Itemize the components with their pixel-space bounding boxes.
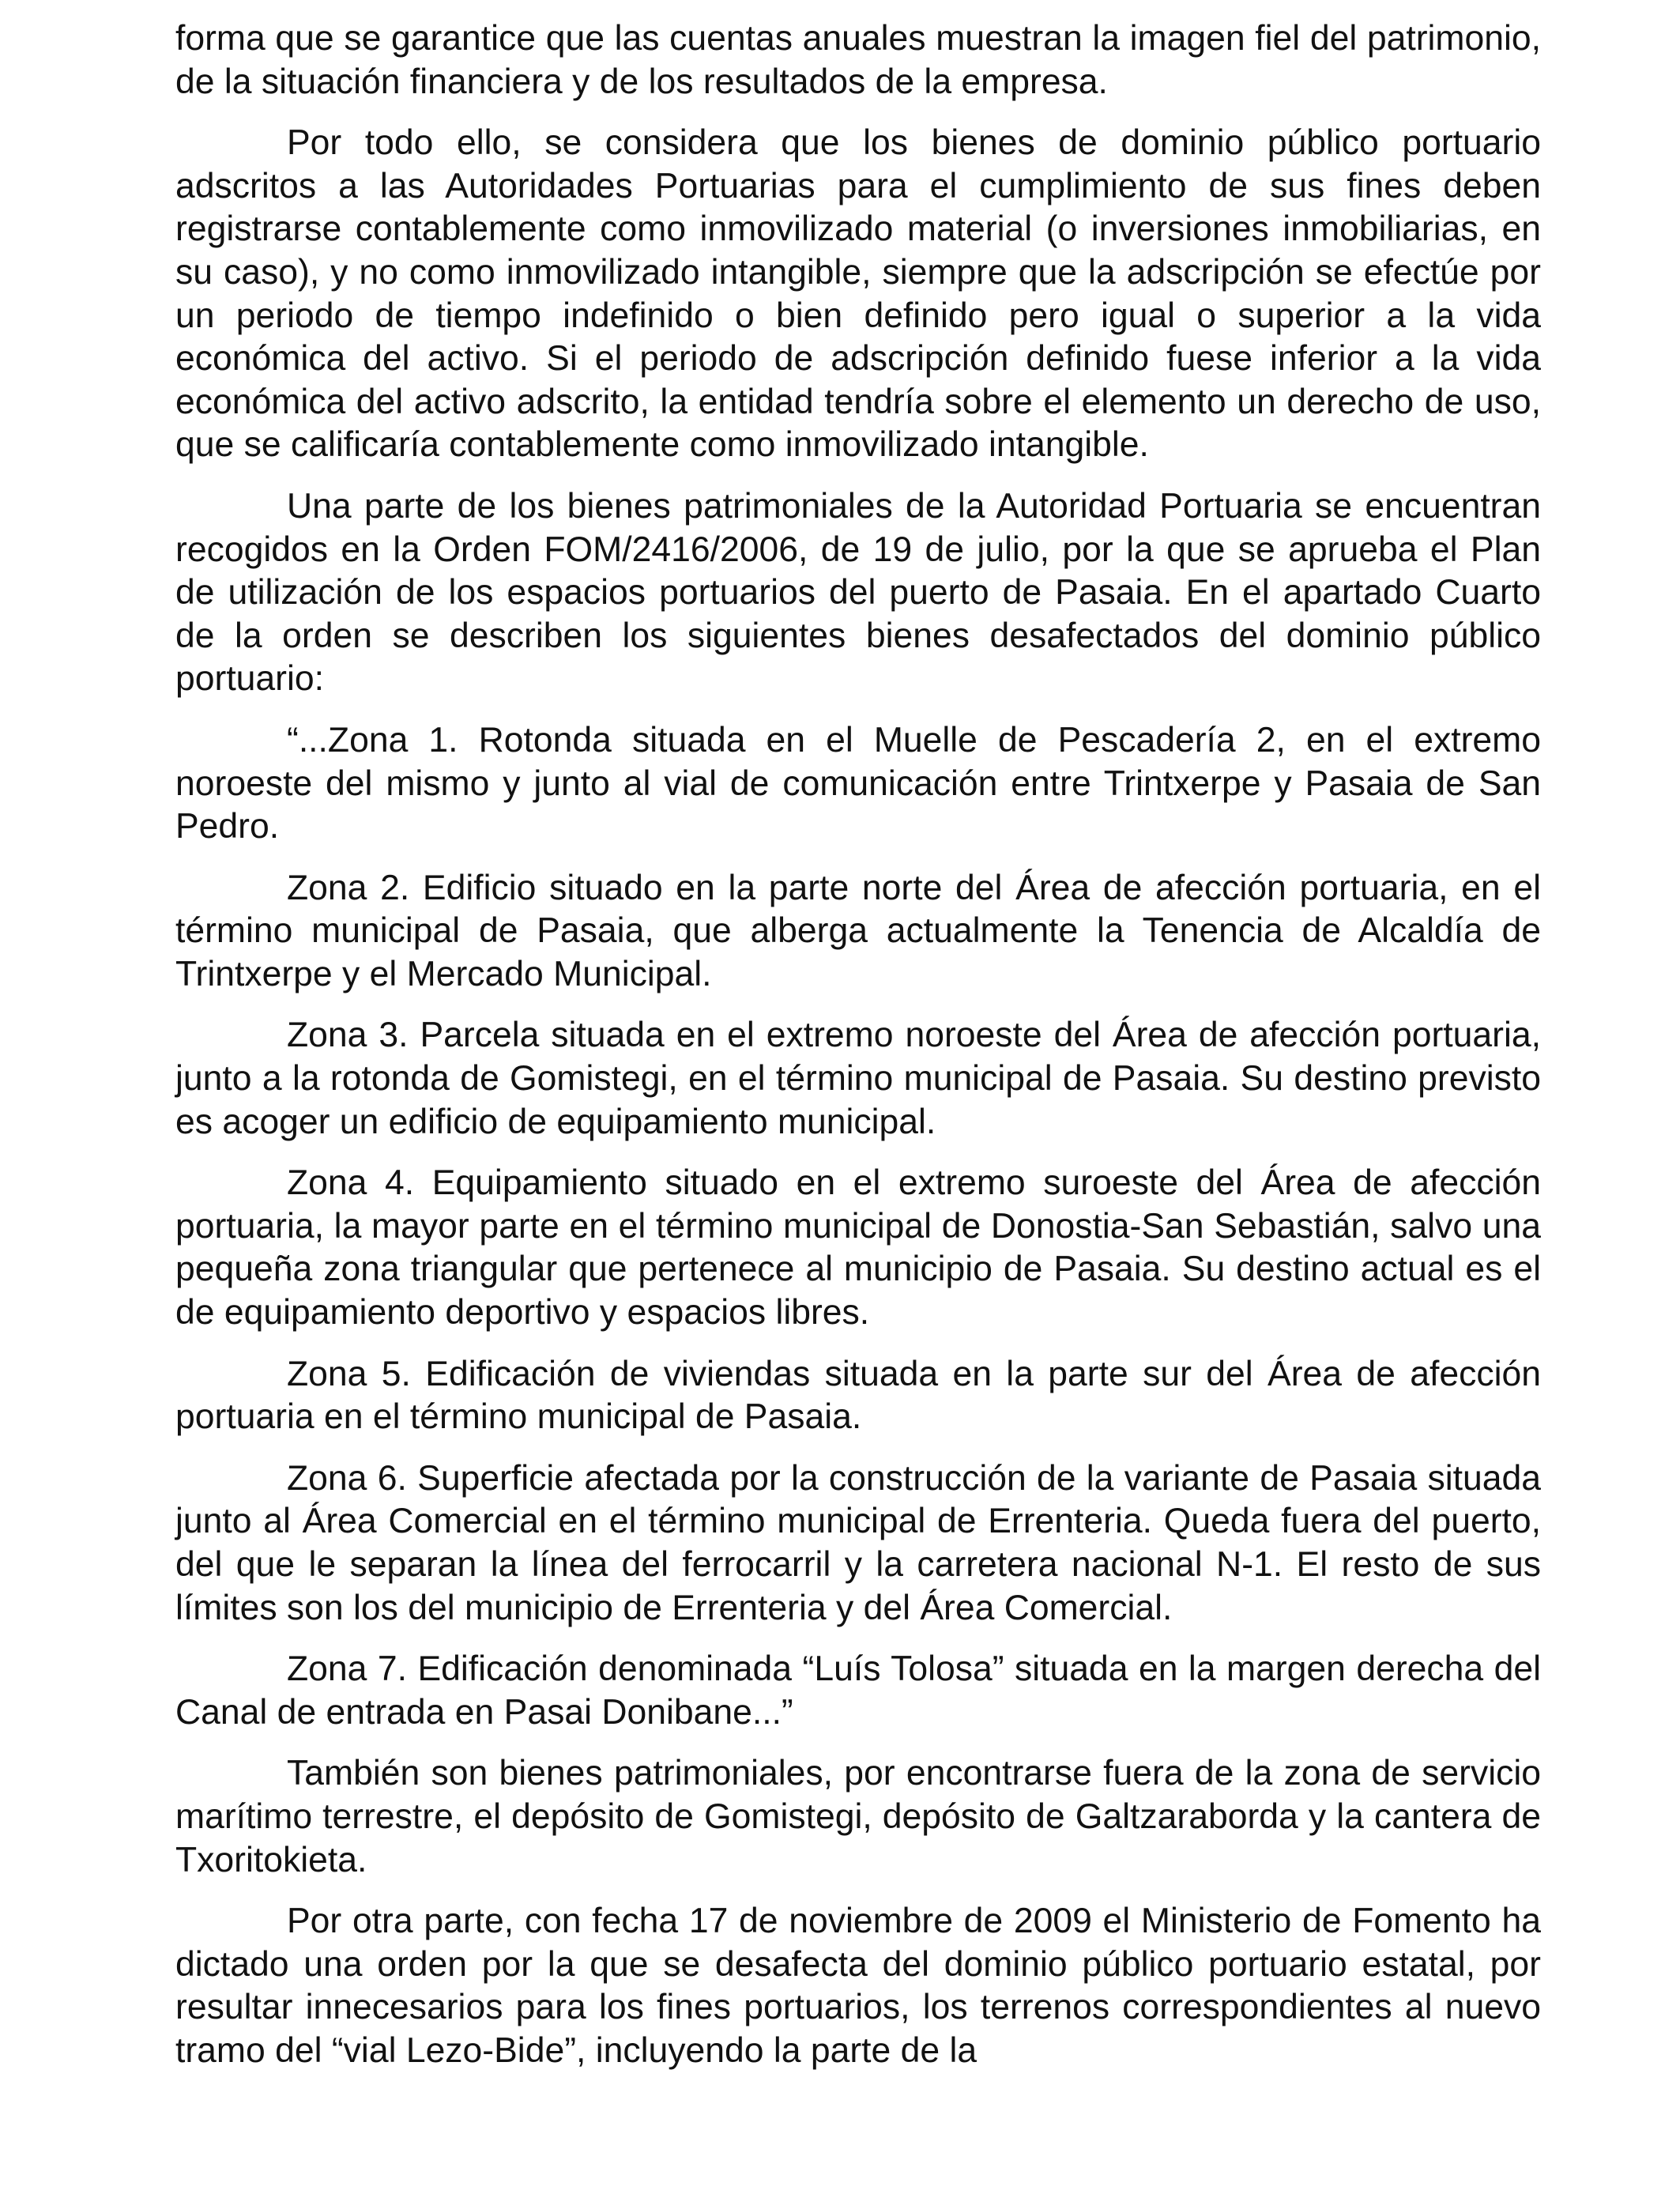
paragraph-zona-7: Zona 7. Edificación denominada “Luís Tolosa” situada en la margen derecha del Canal de entrada en Pasai Donibane...” (175, 1649, 1541, 1732)
paragraph-zona-6: Zona 6. Superficie afectada por la construcción de la variante de Pasaia situada junto al Área Comercial en el término municipal de Errenteria. Queda fuera del puerto, del que le separan la línea del ferrocarril y la carretera nacional N-1. El resto de sus límites son los del municipio de Errenteria y del Área Comercial. (175, 1458, 1541, 1627)
document-page (175, 17, 1541, 2091)
paragraph-zona-5: Zona 5. Edificación de viviendas situada en la parte sur del Área de afección portuaria en el término municipal de Pasaia. (175, 1354, 1541, 1437)
paragraph-zona-1: “...Zona 1. Rotonda situada en el Muelle de Pescadería 2, en el extremo noroeste del mismo y junto al vial de comunicación entre Trintxerpe y Pasaia de San Pedro. (175, 720, 1541, 846)
paragraph-bienes-patrimoniales: También son bienes patrimoniales, por encontrarse fuera de la zona de servicio marítimo terrestre, el depósito de Gomistegi, depósito de Galtzaraborda y la cantera de Txoritokieta. (175, 1754, 1541, 1879)
paragraph-continuation: forma que se garantice que las cuentas anuales muestran la imagen fiel del patrimonio, de la situación financiera y de los resultados de la empresa. (175, 19, 1541, 101)
paragraph-orden-ministerio: Por otra parte, con fecha 17 de noviembre de 2009 el Ministerio de Fomento ha dictado una orden por la que se desafecta del dominio público portuario estatal, por resultar innecesarios para los fines portuarios, los terrenos correspondientes al nuevo tramo del “vial Lezo-Bide”, incluyendo la parte de la (175, 1902, 1541, 2070)
paragraph-zona-4: Zona 4. Equipamiento situado en el extremo suroeste del Área de afección portuaria, la mayor parte en el término municipal de Donostia-San Sebastián, salvo una pequeña zona triangular que pertenece al municipio de Pasaia. Su destino actual es el de equipamiento deportivo y espacios libres. (175, 1163, 1541, 1333)
paragraph-orden-fom: Una parte de los bienes patrimoniales de la Autoridad Portuaria se encuentran recogidos en la Orden FOM/2416/2006, de 19 de julio, por la que se aprueba el Plan de utilización de los espacios portuarios del puerto de Pasaia. En el apartado Cuarto de la orden se describen los siguientes bienes desafectados del dominio público portuario: (175, 486, 1541, 699)
paragraph-accounting-criteria: Por todo ello, se considera que los bienes de dominio público portuario adscritos a las Autoridades Portuarias para el cumplimiento de sus fines deben registrarse contablemente como inmovilizado material (o inversiones inmobiliarias, en su caso), y no como inmovilizado intangible, siempre que la adscripción se efectúe por un periodo de tiempo indefinido o bien definido pero igual o superior a la vida económica del activo. Si el periodo de adscripción definido fuese inferior a la vida económica del activo adscrito, la entidad tendría sobre el elemento un derecho de uso, que se calificaría contablemente como inmovilizado intangible. (175, 123, 1541, 465)
paragraph-zona-2: Zona 2. Edificio situado en la parte norte del Área de afección portuaria, en el término municipal de Pasaia, que alberga actualmente la Tenencia de Alcaldía de Trintxerpe y el Mercado Municipal. (175, 868, 1541, 993)
paragraph-zona-3: Zona 3. Parcela situada en el extremo noroeste del Área de afección portuaria, junto a la rotonda de Gomistegi, en el término municipal de Pasaia. Su destino previsto es acoger un edificio de equipamiento municipal. (175, 1016, 1541, 1141)
